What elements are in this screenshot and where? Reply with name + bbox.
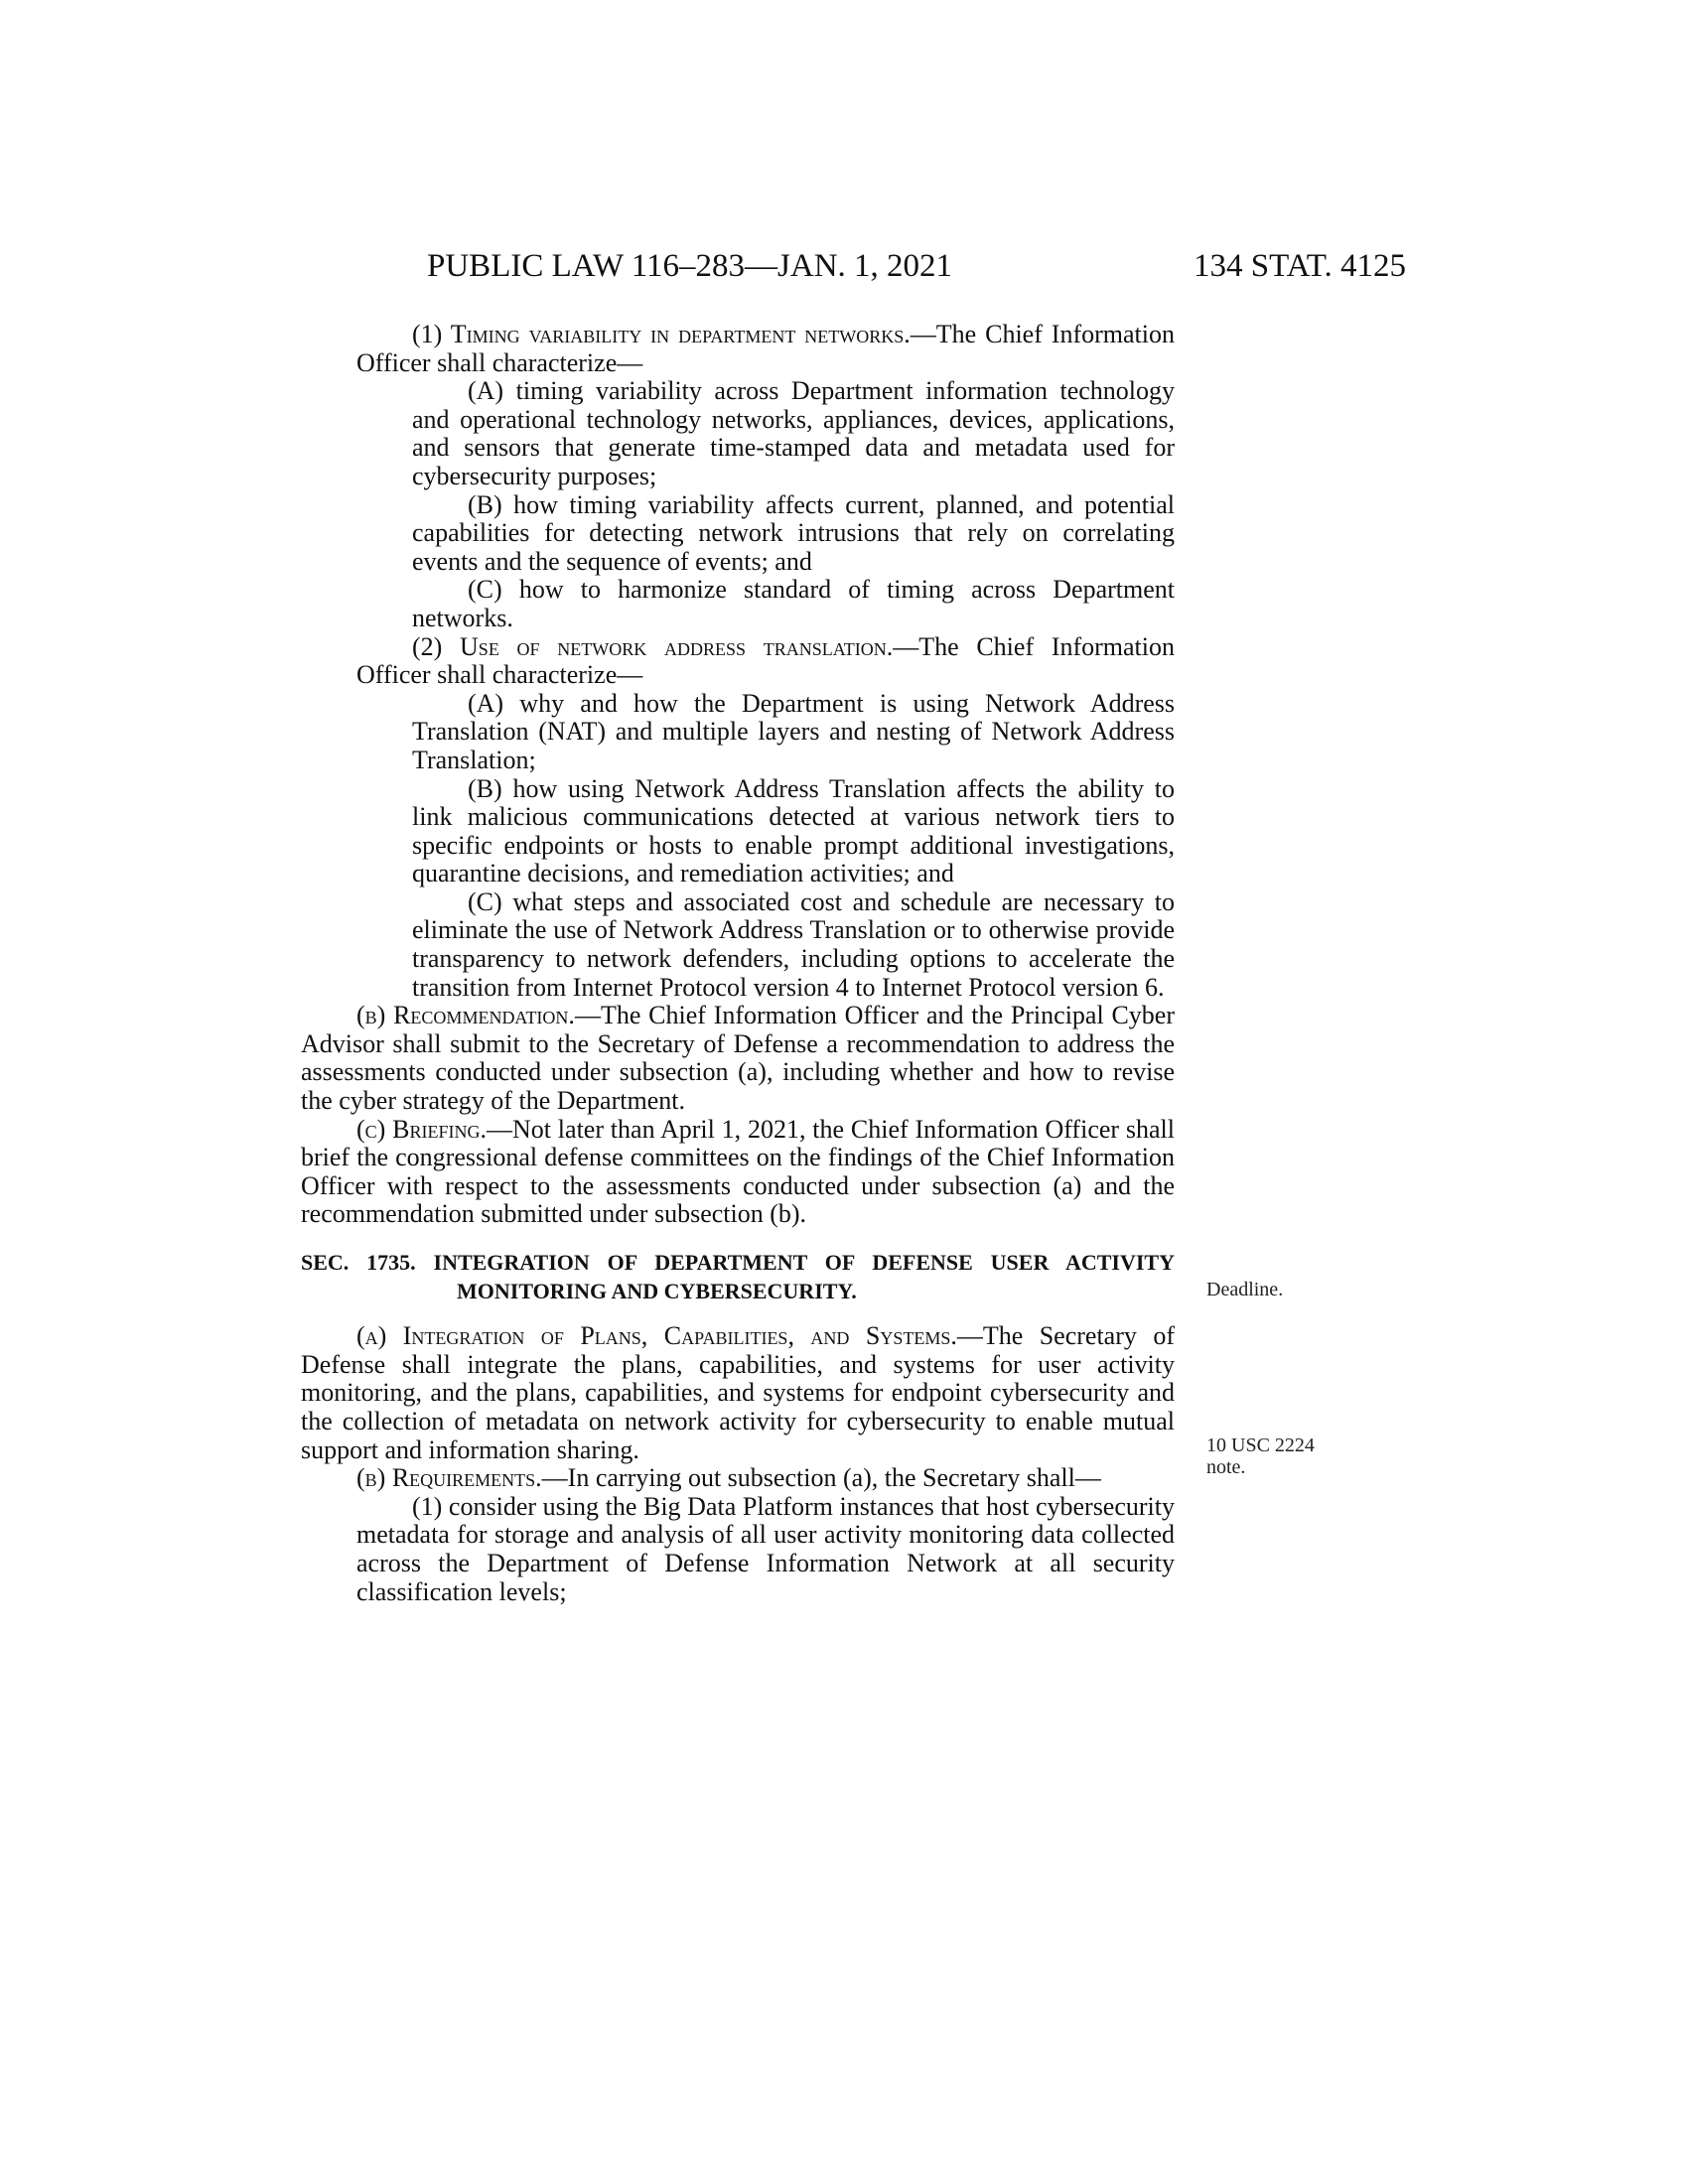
paragraph-heading: (2) Use of network address translation. (412, 631, 894, 661)
page-header-stat-reference: 134 STAT. 4125 (1194, 248, 1407, 284)
subsection-text: —The Chief Information Officer and the Principal Cyber Advisor shall submit to the Secretary of Defense a recommendation to address the assessments conducted under subsection (a), including whether and how to revise the cyber strategy of the Department. (301, 1001, 1175, 1116)
subsection-heading: (b) Recommendation. (356, 1001, 575, 1030)
subparagraph-1a: (A) timing variability across Department information technology and operational technology networks, appliances, devices, applications, and sensors that generate time-stamped data and metadata used for cybersecurity purposes; (412, 376, 1175, 490)
subsection-heading: (a) Integration of Plans, Capabilities, and Systems. (356, 1321, 957, 1351)
document-body (301, 321, 1175, 1606)
requirement-paragraph-1: (1) consider using the Big Data Platform instances that host cybersecurity metadata for storage and analysis of all user activity monitoring data collected across the Department of Defense Information Network at all security classification levels; (356, 1491, 1175, 1606)
subsection-text: —Not later than April 1, 2021, the Chief Information Officer shall brief the congressional defense committees on the findings of the Chief Information Officer with respect to the assessments conducted under subsection (a) and the recommendation submitted under subsection (b). (301, 1114, 1175, 1229)
subparagraph-2b: (B) how using Network Address Translation affects the ability to link malicious communications detected at various network tiers to specific endpoints or hosts to enable prompt additional investigations, quarantine decisions, and remediation activities; and (412, 773, 1175, 888)
margin-note-usc-reference: 10 USC 2224 note. (1206, 1434, 1315, 1478)
paragraph-text: —The Chief Information Officer shall characterize— (356, 320, 1175, 377)
subparagraph-1b: (B) how timing variability affects current, planned, and potential capabilities for detecting network intrusions that rely on correlating events and the sequence of events; and (412, 489, 1175, 576)
subsection-b-recommendation (301, 1002, 1175, 1115)
subsection-heading: (b) Requirements. (356, 1463, 542, 1493)
subparagraph-1c: (C) how to harmonize standard of timing across Department networks. (412, 575, 1175, 632)
subsection-text: —The Secretary of Defense shall integrate the plans, capabilities, and systems for user activity monitoring, and the plans, capabilities, and systems for endpoint cybersecurity and the collection of metadata on network activity for cybersecurity to enable mutual support and information sharing. (301, 1321, 1175, 1464)
section-1735-heading: SEC. 1735. INTEGRATION OF DEPARTMENT OF DEFENSE USER ACTIVITY MONITORING AND CYBERSECURITY. (301, 1250, 1175, 1303)
subparagraph-2a: (A) why and how the Department is using Network Address Translation (NAT) and multiple layers and nesting of Network Address Translation; (412, 688, 1175, 774)
paragraph-network-address-translation (356, 633, 1175, 690)
subsection-c-briefing (301, 1116, 1175, 1229)
paragraph-timing-variability (356, 321, 1175, 377)
margin-note-deadline: Deadline. (1206, 1279, 1284, 1300)
subsection-text: —In carrying out subsection (a), the Secretary shall— (541, 1463, 1101, 1493)
page-header-law-title: PUBLIC LAW 116–283—JAN. 1, 2021 (427, 248, 953, 284)
subsection-a-integration (301, 1322, 1175, 1464)
subsection-heading: (c) Briefing. (356, 1114, 487, 1144)
subsection-b-requirements (301, 1464, 1175, 1493)
subparagraph-2c: (C) what steps and associated cost and schedule are necessary to eliminate the use of Network Address Translation or to otherwise provide transparency to network defenders, including options to accelerate the transition from Internet Protocol version 4 to Internet Protocol version 6. (412, 887, 1175, 1002)
paragraph-heading: (1) Timing variability in department networks. (412, 320, 911, 348)
paragraph-text: —The Chief Information Officer shall characterize— (356, 631, 1176, 690)
